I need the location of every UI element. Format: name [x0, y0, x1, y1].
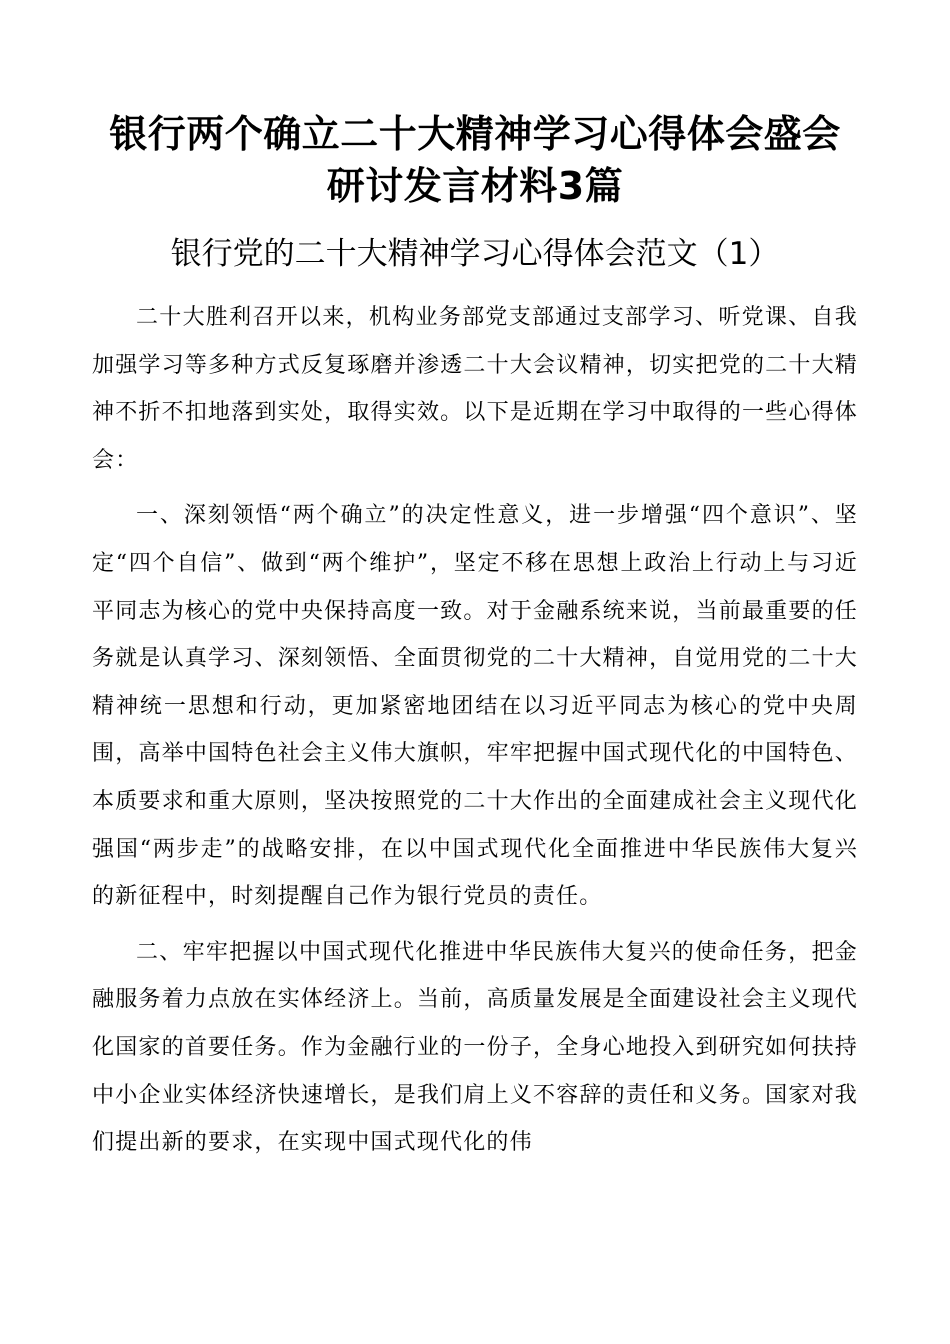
paragraph-point-two: 二、牢牢把握以中国式现代化推进中华民族伟大复兴的使命任务，把金融服务着力点放在实体经济上。当前，高质量发展是全面建设社会主义现代化国家的首要任务。作为金融行业的一份子，全身心地投入到研究如何扶持中小企业实体经济快速增长，是我们肩上义不容辞的责任和义务。国家对我们提出新的要求，在实现中国式现代化的伟 [92, 939, 858, 1156]
body-text [92, 294, 858, 1167]
paragraph-intro: 二十大胜利召开以来，机构业务部党支部通过支部学习、听党课、自我加强学习等多种方式反复琢磨并渗透二十大会议精神，切实把党的二十大精神不折不扣地落到实处，取得实效。以下是近期在学习中取得的一些心得体会： [92, 305, 858, 473]
paragraph-point-one: 一、深刻领悟“两个确立”的决定性意义，进一步增强“四个意识”、坚定“四个自信”、做到“两个维护”，坚定不移在思想上政治上行动上与习近平同志为核心的党中央保持高度一致。对于金融系统来说，当前最重要的任务就是认真学习、深刻领悟、全面贯彻党的二十大精神，自觉用党的二十大精神统一思想和行动，更加紧密地团结在以习近平同志为核心的党中央周围，高举中国特色社会主义伟大旗帜，牢牢把握中国式现代化的中国特色、本质要求和重大原则，坚决按照党的二十大作出的全面建成社会主义现代化强国“两步走”的战略安排，在以中国式现代化全面推进中华民族伟大复兴的新征程中，时刻提醒自己作为银行党员的责任。 [92, 503, 858, 910]
document-title: 银行两个确立二十大精神学习心得体会盛会研讨发言材料3篇 [109, 112, 841, 208]
section-heading: 银行党的二十大精神学习心得体会范文（1） [170, 236, 780, 272]
